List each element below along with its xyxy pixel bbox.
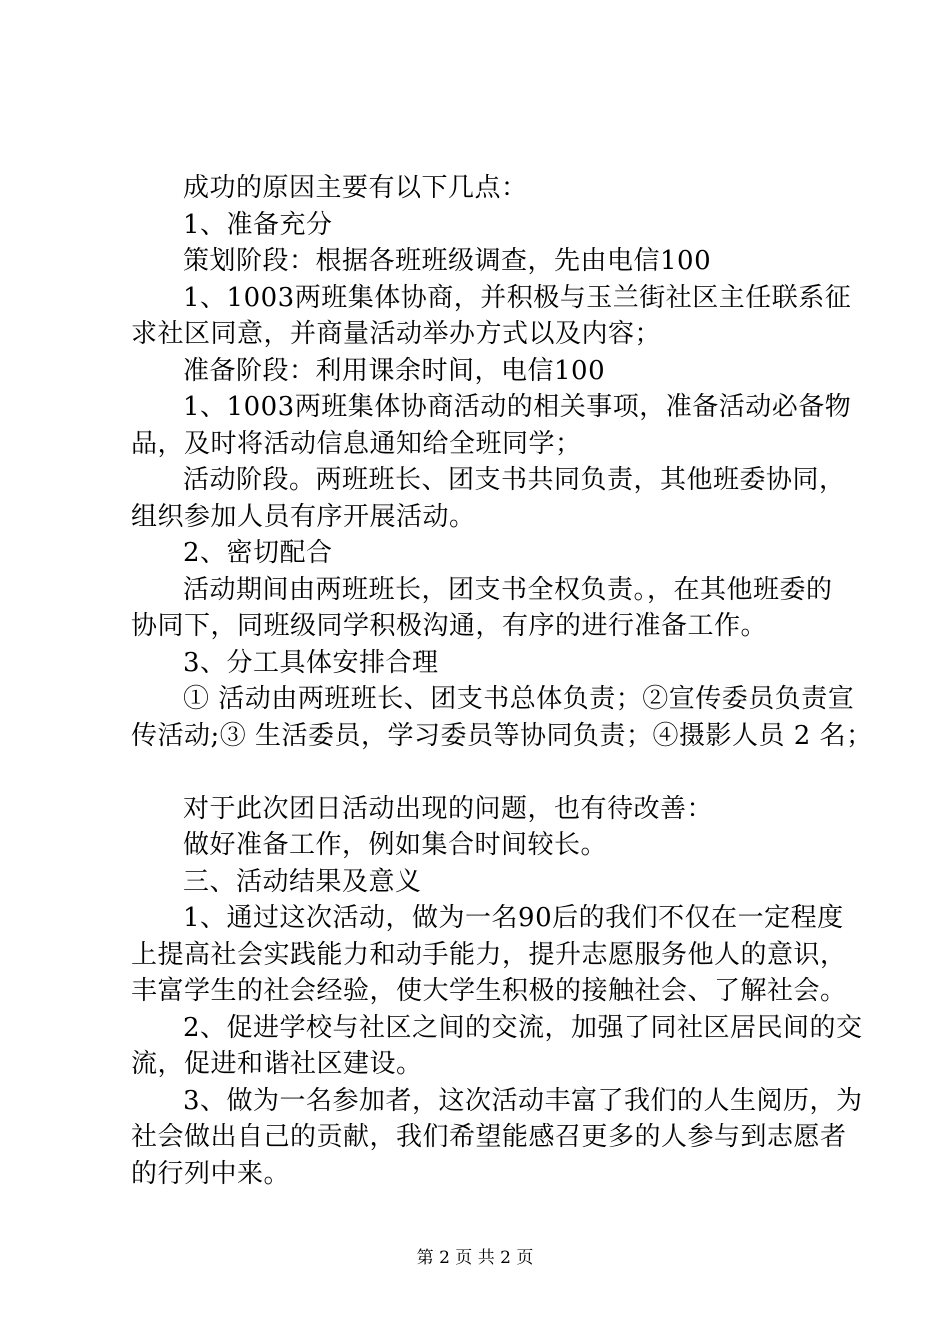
text-line: 组织参加人员有序开展活动。: [131, 501, 476, 532]
paragraph-heading-cooperation: [131, 535, 831, 572]
text-line: 的行列中来。: [131, 1158, 291, 1189]
text-line: 策划阶段：根据各班班级调查，先由电信100: [183, 246, 712, 276]
text-line: 2、促进学校与社区之间的交流，加强了同社区居民间的交: [183, 1012, 863, 1043]
text-line: ① 活动由两班班长、团支书总体负责；②宣传委员负责宣: [183, 684, 855, 714]
text-line: 上提高社会实践能力和动手能力，提升志愿服务他人的意识，: [131, 939, 847, 970]
text-line: 做好准备工作，例如集合时间较长。: [183, 830, 608, 860]
text-line: 流，促进和谐社区建设。: [131, 1049, 423, 1079]
paragraph-success-reasons: [131, 170, 831, 207]
section-heading: 三、活动结果及意义: [183, 866, 422, 897]
paragraph-activity-stage: [131, 462, 846, 535]
paragraph-preparation-details: [131, 389, 852, 462]
section-heading: 2、密切配合: [183, 538, 333, 568]
blank-line: [131, 754, 831, 791]
text-line: 活动期间由两班班长，团支书全权负责。，在其他班委的: [183, 574, 833, 605]
paragraph-preparation-stage: [131, 353, 831, 390]
text-line: 活动阶段。两班班长、团支书共同负责，其他班委协同，: [183, 465, 846, 495]
paragraph-planning-stage: [131, 243, 831, 280]
paragraph-problems: [131, 791, 831, 828]
paragraph-division-details: [131, 681, 873, 754]
text-line: 求社区同意，并商量活动举办方式以及内容；: [131, 319, 662, 349]
section-heading: 3、分工具体安排合理: [183, 647, 439, 678]
paragraph-improvement: [131, 827, 831, 864]
text-line: 成功的原因主要有以下几点：: [183, 173, 528, 203]
text-line: 协同下，同班级同学积极沟通，有序的进行准备工作。: [131, 611, 768, 641]
paragraph-heading-results: [131, 864, 831, 901]
paragraph-cooperation-details: [131, 572, 831, 645]
text-line: 传活动;③ 生活委员，学习委员等协同负责；④摄影人员 2 名；: [131, 720, 873, 751]
text-line: 对于此次团日活动出现的问题，也有待改善：: [183, 793, 714, 824]
paragraph-result-two: [131, 1010, 863, 1083]
paragraph-negotiation: [131, 280, 852, 353]
text-line: 3、做为一名参加者，这次活动丰富了我们的人生阅历，为: [183, 1085, 863, 1116]
text-line: 1、通过这次活动，做为一名90后的我们不仅在一定程度: [183, 903, 844, 933]
paragraph-result-one: [131, 900, 847, 1010]
paragraph-result-three: [131, 1083, 863, 1193]
document-body: [131, 170, 873, 1192]
text-line: 1、1003两班集体协商活动的相关事项，准备活动必备物: [183, 392, 852, 422]
page-number-footer: 第 2 页 共 2 页: [416, 1248, 534, 1268]
text-line: 丰富学生的社会经验，使大学生积极的接触社会、了解社会。: [131, 976, 847, 1006]
text-line: 准备阶段：利用课余时间，电信100: [183, 355, 606, 386]
section-heading: 1、准备充分: [183, 209, 333, 240]
text-line: 1、1003两班集体协商，并积极与玉兰街社区主任联系征: [183, 282, 852, 313]
text-line: 品，及时将活动信息通知给全班同学；: [131, 428, 582, 459]
paragraph-heading-preparation: [131, 207, 831, 244]
paragraph-heading-division: [131, 645, 831, 682]
text-line: 社会做出自己的贡献，我们希望能感召更多的人参与到志愿者: [131, 1122, 847, 1152]
